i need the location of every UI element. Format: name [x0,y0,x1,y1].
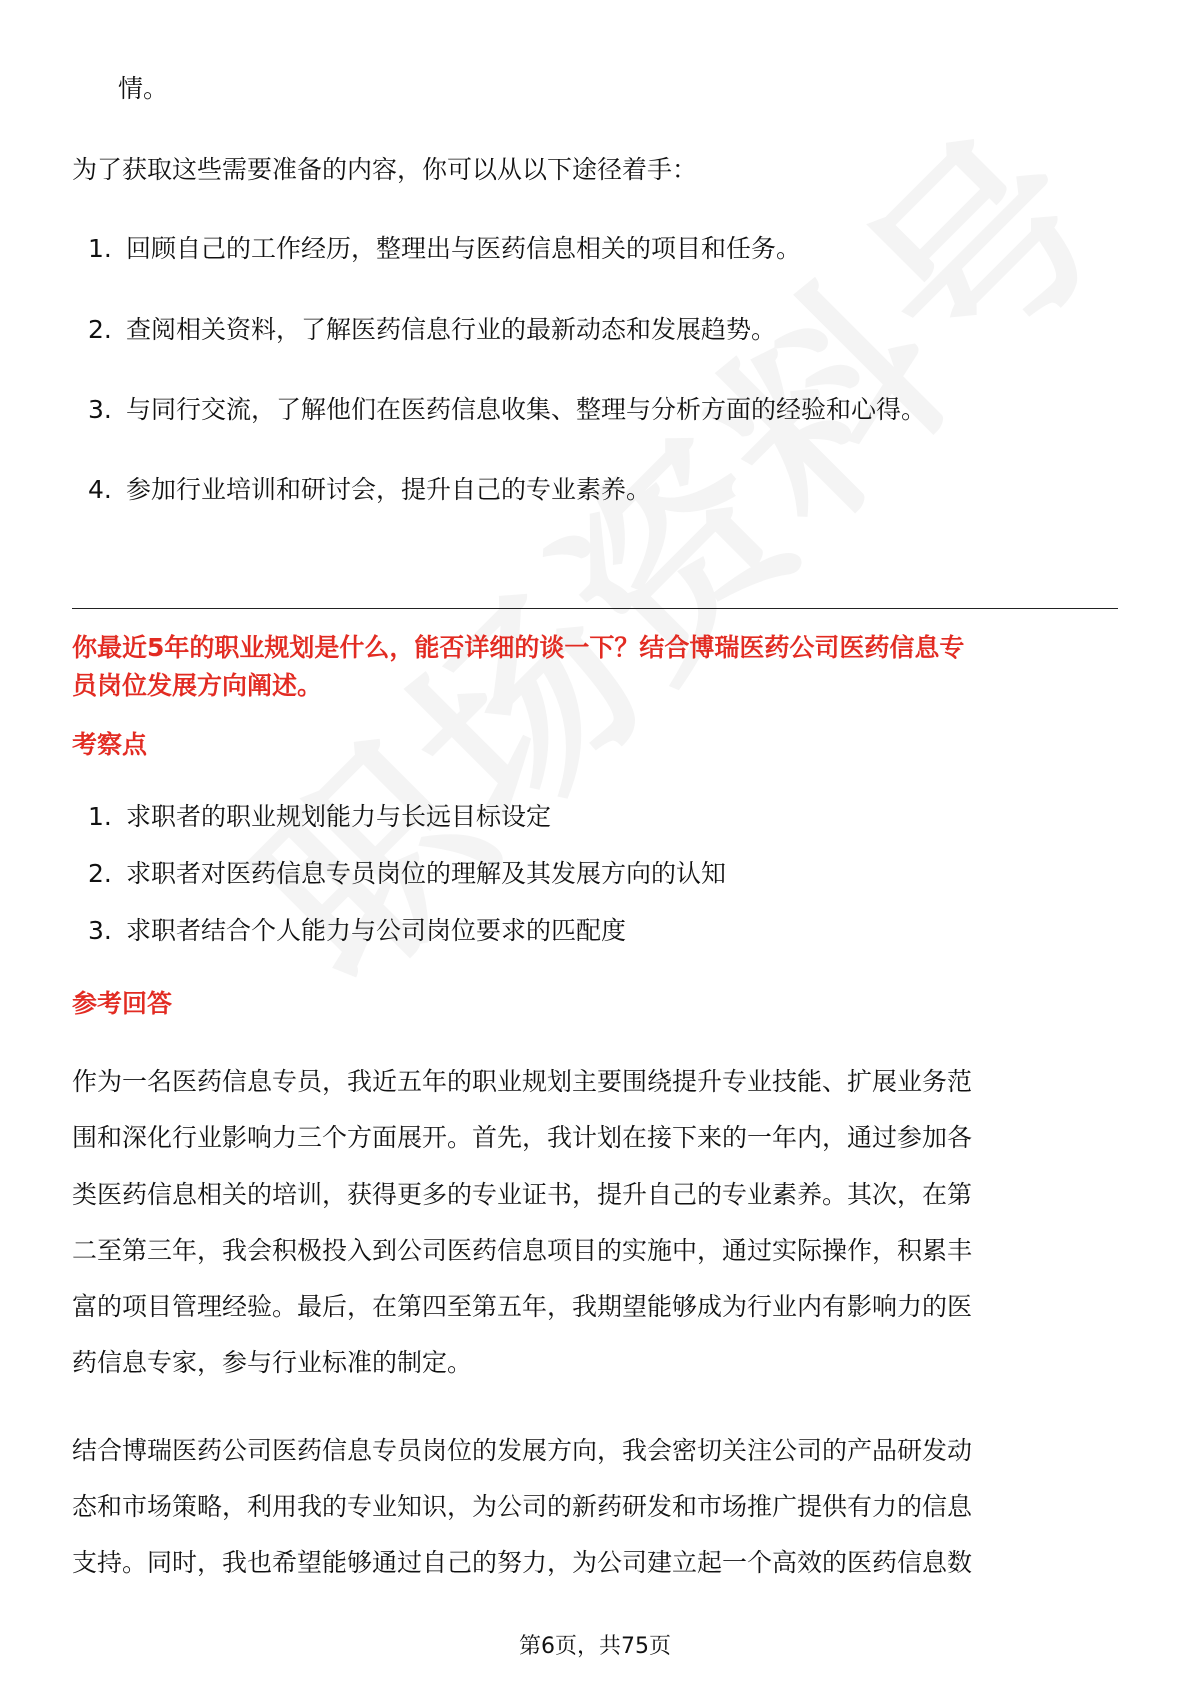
question-line-1: 你最近5年的职业规划是什么，能否详细的谈一下？结合博瑞医药公司医药信息专 [72,633,965,662]
list-number: 2. [88,859,112,888]
answer-heading: 参考回答 [72,989,173,1018]
list-text: 与同行交流，了解他们在医药信息收集、整理与分析方面的经验和心得。 [126,395,927,424]
list-text: 回顾自己的工作经历，整理出与医药信息相关的项目和任务。 [126,234,802,263]
section-divider [72,608,1118,609]
paragraph-line: 结合博瑞医药公司医药信息专员岗位的发展方向，我会密切关注公司的产品研发动 [72,1436,973,1465]
paragraph-line: 作为一名医药信息专员，我近五年的职业规划主要围绕提升专业技能、扩展业务范 [72,1067,973,1096]
list-number: 1. [88,234,112,263]
intro-text: 为了获取这些需要准备的内容，你可以从以下途径着手： [72,155,698,184]
carryover-text: 情。 [118,74,169,103]
paragraph-line: 类医药信息相关的培训，获得更多的专业证书，提升自己的专业素养。其次，在第 [72,1180,973,1209]
paragraph-line: 支持。同时，我也希望能够通过自己的努力，为公司建立起一个高效的医药信息数 [72,1548,973,1577]
question-line-2: 员岗位发展方向阐述。 [72,671,323,700]
list-number: 1. [88,802,112,831]
list-number: 3. [88,395,112,424]
list-text: 查阅相关资料，了解医药信息行业的最新动态和发展趋势。 [126,315,777,344]
list-number: 3. [88,916,112,945]
paragraph-line: 态和市场策略，利用我的专业知识，为公司的新药研发和市场推广提供有力的信息 [72,1492,973,1521]
points-heading: 考察点 [72,730,148,759]
paragraph-line: 富的项目管理经验。最后，在第四至第五年，我期望能够成为行业内有影响力的医 [72,1292,973,1321]
list-text: 求职者的职业规划能力与长远目标设定 [126,802,552,831]
paragraph-line: 药信息专家，参与行业标准的制定。 [72,1348,473,1377]
paragraph-line: 二至第三年，我会积极投入到公司医药信息项目的实施中，通过实际操作，积累丰 [72,1236,973,1265]
list-text: 求职者结合个人能力与公司岗位要求的匹配度 [126,916,627,945]
list-number: 4. [88,475,112,504]
list-number: 2. [88,315,112,344]
paragraph-line: 围和深化行业影响力三个方面展开。首先，我计划在接下来的一年内，通过参加各 [72,1123,973,1152]
page-footer: 第6页，共75页 [519,1634,671,1659]
list-text: 参加行业培训和研讨会，提升自己的专业素养。 [126,475,652,504]
list-text: 求职者对医药信息专员岗位的理解及其发展方向的认知 [126,859,727,888]
